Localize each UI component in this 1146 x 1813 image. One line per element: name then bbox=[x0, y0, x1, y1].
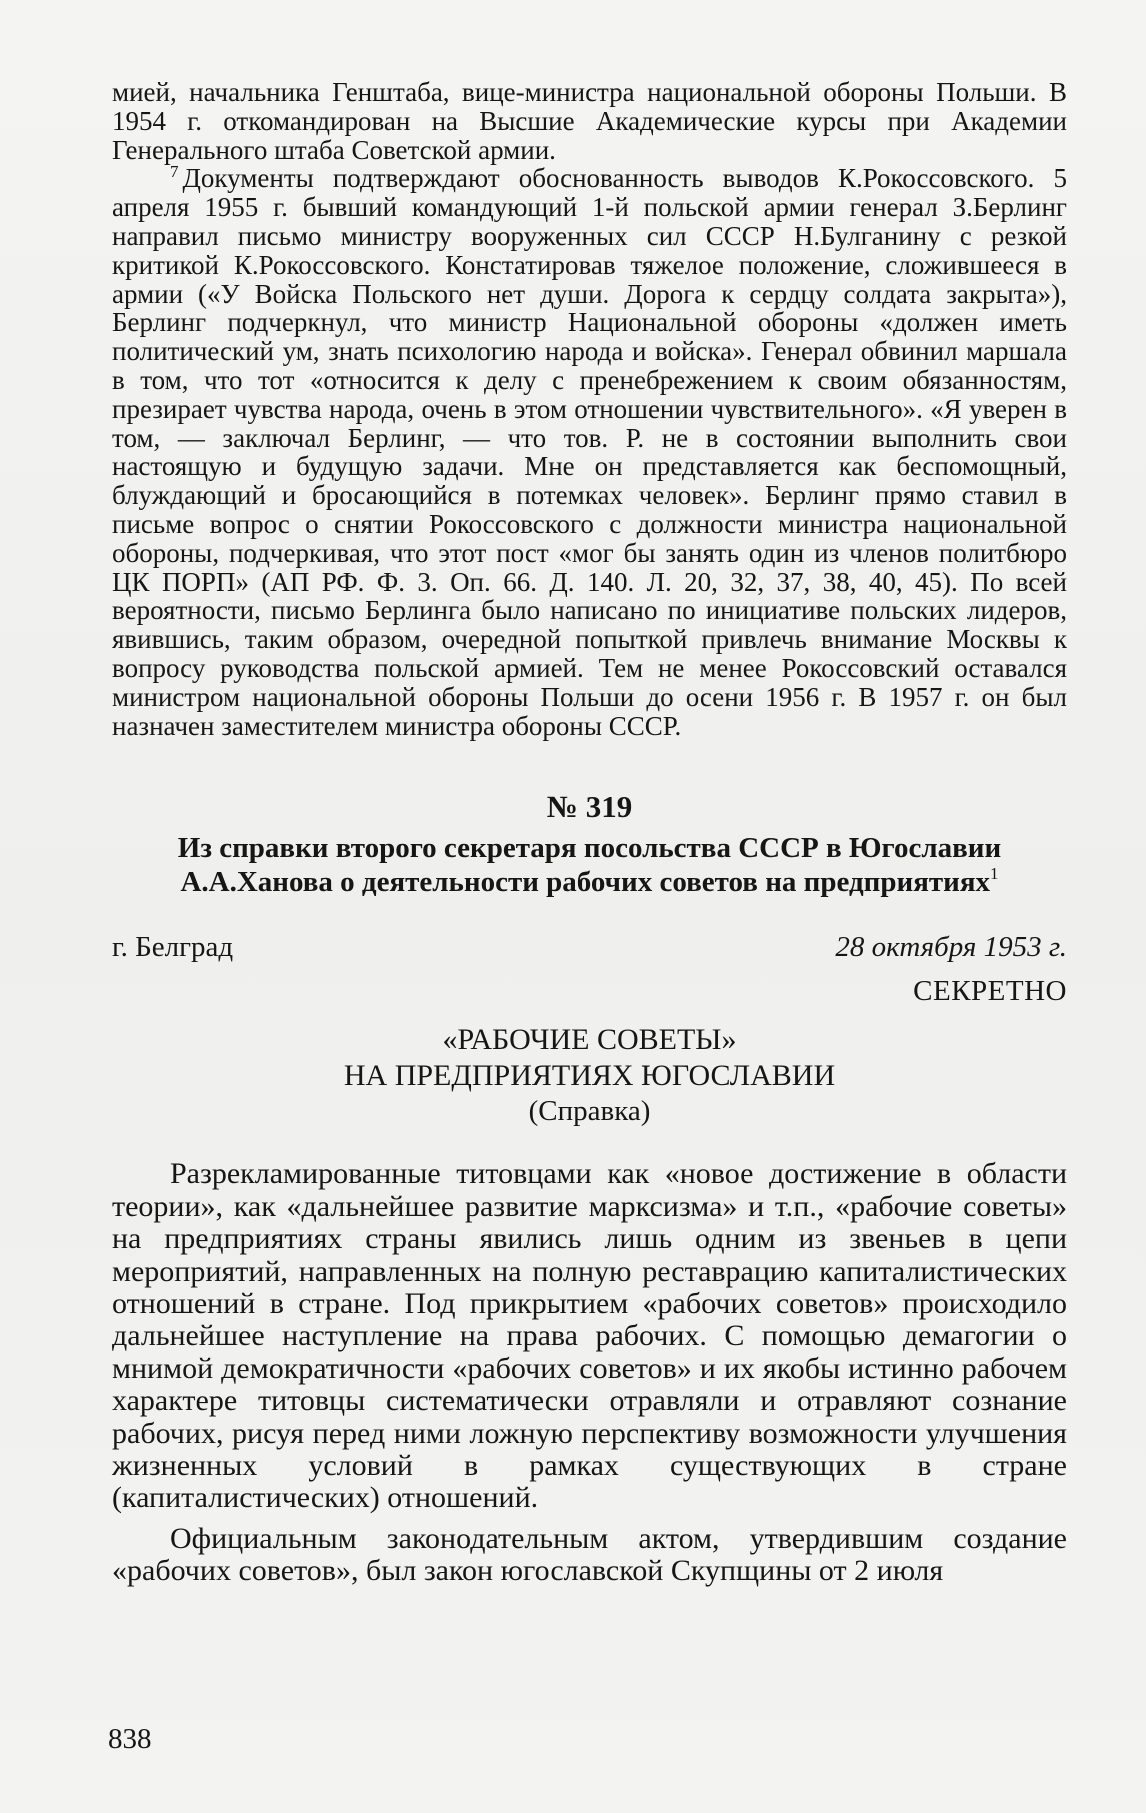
body-paragraph-1: Разрекламированные титовцами как «новое достижение в области теории», как «дальнейшее развитие марксизма» и т.п., «рабочие советы» на предприятиях страны явились лишь одним из звеньев в цепи мероприятий, направленных на полную реставрацию капиталистических отношений в стране. Под прикрытием «рабочих советов» происходило дальнейшее наступление на права рабочих. С помощью демагогии о мнимой демократичности «рабочих советов» и их якобы истинно рабочем характере титовцы систематически отравляли и отравляют сознание рабочих, рисуя перед ними ложную перспективу возможности улучшения жизненных условий в рамках существующих в стране (капиталистических) отношений. bbox=[112, 1157, 1067, 1515]
document-heading bbox=[112, 831, 1067, 899]
report-subtitle: (Справка) bbox=[528, 1095, 651, 1128]
heading-note-mark: 1 bbox=[990, 864, 999, 884]
document-number: № 319 bbox=[546, 789, 633, 825]
footnote-7-mark: 7 bbox=[170, 162, 179, 182]
page-content bbox=[112, 78, 1067, 1588]
document-place: г. Белград bbox=[112, 931, 234, 964]
place-date-line bbox=[112, 930, 1067, 964]
report-title-line-2: НА ПРЕДПРИЯТИЯХ ЮГОСЛАВИИ bbox=[343, 1059, 836, 1093]
report-title-line-1: «РАБОЧИЕ СОВЕТЫ» bbox=[442, 1023, 737, 1057]
page-number: 838 bbox=[108, 1723, 152, 1755]
footnote-6-continuation: мией, начальника Генштаба, вице-министра национальной обороны Польши. В 1954 г. откомандирован на Высшие Академические курсы при Академии Генерального штаба Советской армии. bbox=[112, 77, 1067, 165]
footnote-7 bbox=[112, 164, 1067, 740]
footnotes bbox=[112, 78, 1067, 740]
document-date: 28 октября 1953 г. bbox=[835, 931, 1067, 964]
classification-stamp: СЕКРЕТНО bbox=[913, 975, 1067, 1008]
document-heading-text: Из справки второго секретаря посольства СССР в Югославии А.А.Ханова о деятельности рабочих советов на предприятиях bbox=[177, 832, 1002, 899]
report-title bbox=[112, 1022, 1067, 1094]
body-paragraph-2: Официальным законодательным актом, утвердившим создание «рабочих советов», был закон югославской Скупщины от 2 июля bbox=[112, 1521, 1067, 1588]
document-body bbox=[112, 1158, 1067, 1587]
footnote-7-text: Документы подтверждают обоснованность выводов К.Рокоссовского. 5 апреля 1955 г. бывший командующий 1-й польской армии генерал З.Берлинг направил письмо министру вооруженных сил СССР Н.Булганину с резкой критикой К.Рокоссовского. Констатировав тяжелое положение, сложившееся в армии («У Войска Польского нет души. Дорога к сердцу солдата закрыта»), Берлинг подчеркнул, что министр Национальной обороны «должен иметь политический ум, знать психологию народа и войска». Генерал обвинил маршала в том, что тот «относится к делу с пренебрежением к своим обязанностям, презирает чувства народа, очень в этом отношении чувствительного». «Я уверен в том, — заключал Берлинг, — что тов. Р. не в состоянии выполнить свои настоящую и будущую задачи. Мне он представляется как беспомощный, блуждающий и бросающийся в потемках человек». Берлинг прямо ставил в письме вопрос о снятии Рокоссовского с должности министра национальной обороны, подчеркивая, что этот пост «мог бы занять один из членов политбюро ЦК ПОРП» (АП РФ. Ф. 3. Оп. 66. Д. 140. Л. 20, 32, 37, 38, 40, 45). По всей вероятности, письмо Берлинга было написано по инициативе польских лидеров, явившись, таким образом, очередной попыткой привлечь внимание Москвы к вопросу руководства польской армией. Тем не менее Рокоссовский оставался министром национальной обороны Польши до осени 1956 г. В 1957 г. он был назначен заместителем министра обороны СССР. bbox=[112, 163, 1067, 741]
